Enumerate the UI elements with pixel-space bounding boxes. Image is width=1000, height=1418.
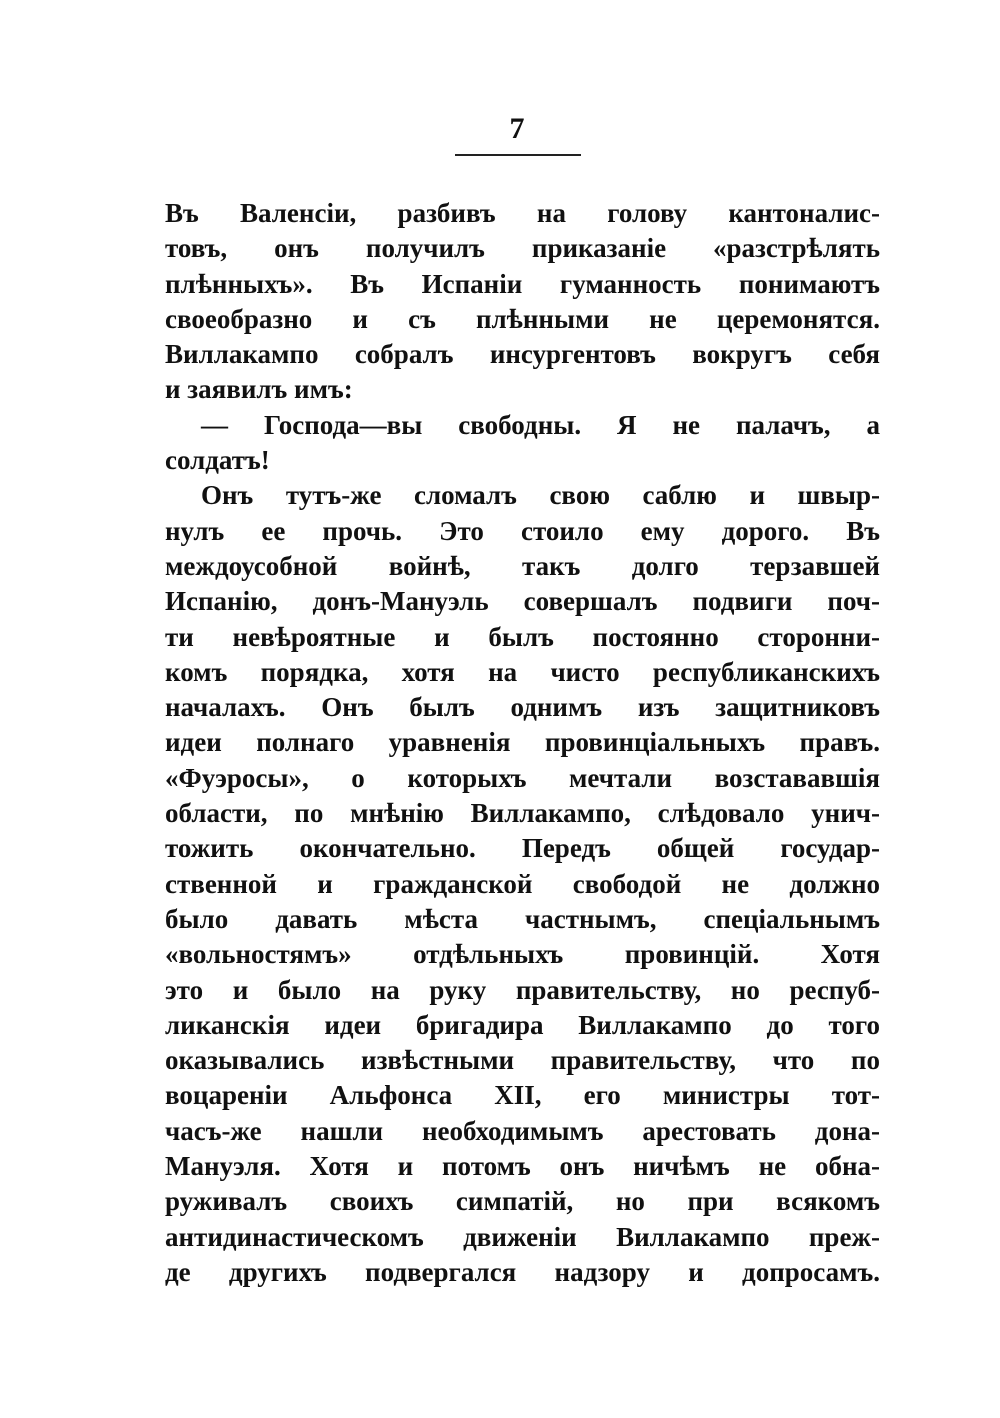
text-line: руживалъ своихъ симпатій, но при всякомъ <box>165 1186 880 1217</box>
text-line: Виллакампо собралъ инсургентовъ вокругъ себя <box>165 339 880 370</box>
text-line: ликанскія идеи бригадира Виллакампо до того <box>165 1009 880 1040</box>
text-line: Онъ тутъ-же сломалъ свою саблю и швыр- <box>201 480 880 511</box>
text-line: области, по мнѣнію Виллакампо, слѣдовало унич- <box>165 798 880 829</box>
text-line: «Фуэросы», о которыхъ мечтали возстававшія <box>165 762 880 793</box>
text-line: оказывались извѣстными правительству, что по <box>165 1045 880 1076</box>
text-line: тожить окончательно. Передъ общей государ- <box>165 833 880 864</box>
text-line: — Господа—вы свободны. Я не палачъ, а <box>201 409 880 440</box>
text-line: междоусобной войнѣ, такъ долго терзавшей <box>165 550 880 581</box>
page-number: 7 <box>509 112 525 145</box>
text-line: идеи полнаго уравненія провинціальныхъ правъ. <box>165 727 880 758</box>
text-line: воцареніи Альфонса XII, его министры тот- <box>165 1080 880 1111</box>
text-line: своеобразно и съ плѣнными не церемонятся. <box>165 303 880 334</box>
page-number-rule <box>455 154 581 156</box>
text-line: Въ Валенсіи, разбивъ на голову кантоналис- <box>165 198 880 228</box>
text-line: это и было на руку правительству, но респуб- <box>165 974 880 1005</box>
text-line: де другихъ подвергался надзору и допросамъ. <box>165 1256 880 1287</box>
text-line: «вольностямъ» отдѣльныхъ провинцій. Хотя <box>165 939 880 970</box>
text-line: солдатъ! <box>165 445 270 476</box>
text-line: нулъ ее прочь. Это стоило ему дорого. Въ <box>165 515 880 546</box>
text-line: ственной и гражданской свободой не должно <box>165 868 880 899</box>
text-line: антидинастическомъ движеніи Виллакампо преж- <box>165 1221 880 1252</box>
text-line: Мануэля. Хотя и потомъ онъ ничѣмъ не обна- <box>165 1151 880 1182</box>
text-line: комъ порядка, хотя на чисто республиканскихъ <box>165 656 880 687</box>
text-line: часъ-же нашли необходимымъ арестовать дона- <box>165 1115 880 1146</box>
text-line: и заявилъ имъ: <box>165 374 353 405</box>
text-line: товъ, онъ получилъ приказаніе «разстрѣлять <box>165 233 880 264</box>
text-line: Испанію, донъ-Мануэль совершалъ подвиги поч- <box>165 586 880 617</box>
text-line: началахъ. Онъ былъ однимъ изъ защитниковъ <box>165 692 880 723</box>
text-line: ти невѣроятные и былъ постоянно сторонни- <box>165 621 880 652</box>
page-body-text <box>165 196 880 1290</box>
text-line: плѣнныхъ». Въ Испаніи гуманность понимаютъ <box>165 268 880 299</box>
text-line: было давать мѣста частнымъ, спеціальнымъ <box>165 903 880 934</box>
